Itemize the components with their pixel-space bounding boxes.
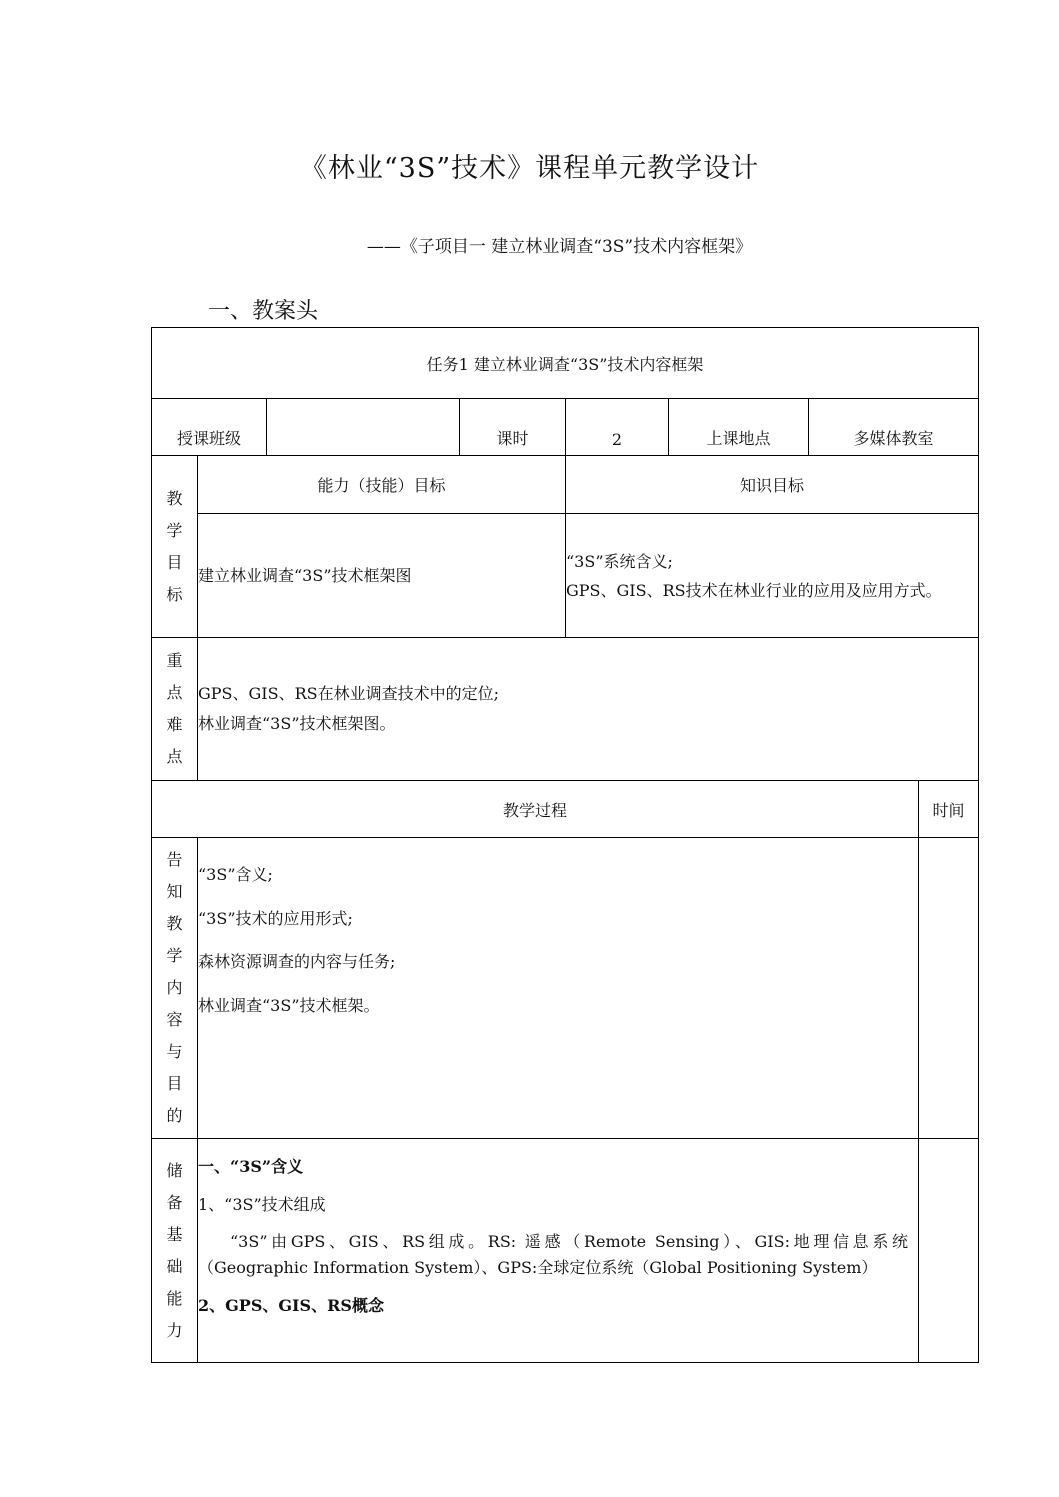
time-header: 时间 [919,781,979,838]
objectives-label [152,456,198,638]
skill-header: 能力（技能）目标 [198,456,566,514]
keypoints-content [198,638,979,781]
location-label: 上课地点 [669,399,809,456]
knowledge-content [566,514,979,638]
location-value: 多媒体教室 [809,399,979,456]
keypoints-line: 林业调查“3S”技术框架图。 [198,714,396,733]
class-info-row [152,399,979,456]
hours-value: 2 [566,399,669,456]
inform-line: “3S”技术的应用形式; [198,908,353,928]
inform-line: 森林资源调查的内容与任务; [198,952,396,972]
hours-label: 课时 [460,399,566,456]
document-title: 《林业“3S”技术》课程单元教学设计 [299,153,760,184]
lesson-plan-table [151,327,979,1363]
task-row [152,328,979,399]
knowledge-line: “3S”系统含义; [566,551,673,571]
reserve-heading: 一、“3S”含义 [198,1157,304,1176]
knowledge-line: GPS、GIS、RS技术在林业行业的应用及应用方式。 [566,580,942,600]
inform-row [152,838,979,1139]
reserve-subheading-2: 2、GPS、GIS、RS概念 [198,1296,384,1316]
keypoints-row [152,638,979,781]
inform-label-text: 告 知 教 学 内 容 与 目 的 [166,850,183,1125]
class-label: 授课班级 [152,399,267,456]
inform-line: 林业调查“3S”技术框架。 [198,995,380,1015]
keypoints-label-text: 重 点 难 点 [166,651,183,766]
knowledge-header: 知识目标 [566,456,979,514]
inform-content [198,838,919,1139]
process-header-row [152,781,979,838]
keypoints-label [152,638,198,781]
reserve-subheading: 1、“3S”技术组成 [198,1195,326,1214]
objectives-header-row [152,456,979,514]
task-title: 任务1 建立林业调查“3S”技术内容框架 [152,328,979,399]
reserve-row [152,1139,979,1363]
reserve-label-text: 储 备 基 础 能 力 [166,1160,183,1340]
keypoints-line: GPS、GIS、RS在林业调查技术中的定位; [198,684,499,703]
skill-content: 建立林业调查“3S”技术框架图 [198,514,566,638]
objectives-label-text: 教 学 目 标 [166,488,183,604]
class-value [267,399,460,456]
reserve-label [152,1139,198,1363]
inform-time [919,838,979,1139]
inform-line: “3S”含义; [198,865,273,884]
section-heading: 一、教案头 [208,299,319,324]
document-subtitle: ——《子项目一 建立林业调查“3S”技术内容框架》 [366,237,753,257]
reserve-paragraph: “3S”由GPS、GIS、RS组成。RS: 遥感（Remote Sensing）、GIS:地理信息系统（Geographic Information System）、GPS:全球定位系统（Global Positioning System） [198,1232,908,1277]
reserve-time [919,1139,979,1363]
reserve-content [198,1139,919,1363]
inform-label [152,838,198,1139]
objectives-content-row [152,514,979,638]
process-header: 教学过程 [152,781,919,838]
